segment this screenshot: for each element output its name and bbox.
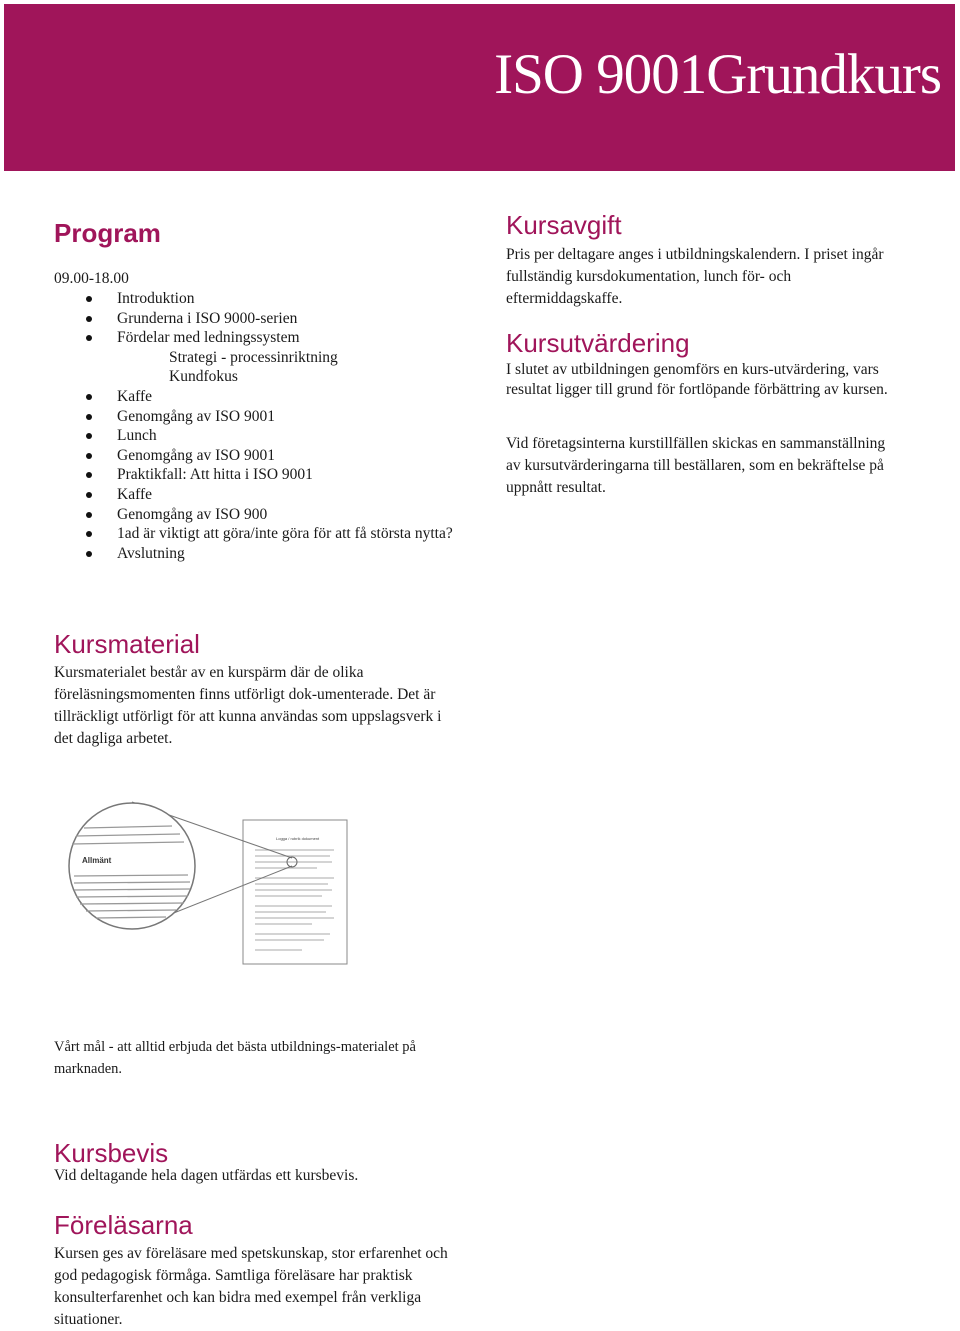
bullet-icon bbox=[86, 414, 92, 420]
program-item bbox=[86, 387, 486, 407]
kursmaterial-text: Kursmaterialet består av en kurspärm där de olika föreläsningsmomenten finns utförligt dok-umenterade. Det är tillräckligt utförligt för att kunna användas som uppslagsverk i det dagliga arbetet. bbox=[54, 664, 442, 747]
goal-statement: Vårt mål - att alltid erbjuda det bästa utbildnings-materialet på marknaden. bbox=[54, 1039, 416, 1077]
magnified-heading: Allmänt bbox=[82, 856, 112, 865]
kursavgift-text: Pris per deltagare anges i utbildningskalendern. I priset ingår fullständig kursdokumentation, lunch för- och eftermiddagskaffe. bbox=[506, 246, 884, 307]
course-binder-illustration bbox=[62, 800, 362, 980]
forelasarna-text: Kursen ges av föreläsare med spetskunskap, stor erfarenhet och god pedagogisk förmåga. Samtliga föreläsare har praktisk konsulterfarenhet och kan bidra med exempel från verkliga situationer. bbox=[54, 1245, 448, 1328]
program-subitem bbox=[86, 348, 486, 368]
program-heading: Program bbox=[54, 218, 161, 248]
header-banner bbox=[4, 4, 955, 171]
program-item-text: Genomgång av ISO 900 bbox=[117, 505, 268, 523]
program-item-text: Genomgång av ISO 9001 bbox=[117, 407, 275, 425]
program-item-text: Fördelar med ledningssystem bbox=[117, 329, 300, 347]
program-item-text: Kundfokus bbox=[169, 368, 238, 386]
bullet-icon bbox=[86, 531, 92, 537]
program-item bbox=[86, 289, 486, 309]
program-item-text: Lunch bbox=[117, 427, 157, 445]
bullet-icon bbox=[86, 296, 92, 302]
program-item bbox=[86, 505, 486, 525]
program-item bbox=[86, 309, 486, 329]
program-item bbox=[86, 328, 486, 348]
bullet-icon bbox=[86, 433, 92, 439]
program-item-text: Praktikfall: Att hitta i ISO 9001 bbox=[117, 466, 313, 484]
program-item bbox=[86, 544, 486, 564]
bullet-icon bbox=[86, 316, 92, 322]
kursavgift-heading: Kursavgift bbox=[506, 210, 622, 240]
program-item-text: Kaffe bbox=[117, 387, 152, 405]
program-time: 09.00-18.00 bbox=[54, 270, 129, 287]
program-item bbox=[86, 485, 486, 505]
program-item bbox=[86, 426, 486, 446]
program-item-text: Avslutning bbox=[117, 544, 185, 562]
bullet-icon bbox=[86, 512, 92, 518]
program-item bbox=[86, 446, 486, 466]
bullet-icon bbox=[86, 492, 92, 498]
kursbevis-text: Vid deltagande hela dagen utfärdas ett kursbevis. bbox=[54, 1167, 359, 1184]
kursutvardering-text: I slutet av utbildningen genomförs en kurs-utvärdering, vars resultat ligger till grund för fortlöpande förbättring av kursen. bbox=[506, 361, 888, 398]
bullet-icon bbox=[86, 472, 92, 478]
document-title: ISO 9001Grundkurs bbox=[494, 43, 941, 106]
bullet-icon bbox=[86, 335, 92, 341]
kursutvardering-internal-text: Vid företagsinterna kurstillfällen skickas en sammanställning av kursutvärderingarna till beställaren, som en bekräftelse på uppnått resultat. bbox=[506, 435, 886, 496]
document-page-heading: Logga / rubrik dokument bbox=[276, 836, 320, 841]
program-item-text: Kaffe bbox=[117, 485, 152, 503]
program-item bbox=[86, 524, 486, 544]
document-page bbox=[243, 820, 347, 964]
program-list bbox=[86, 289, 486, 563]
kursutvardering-heading: Kursutvärdering bbox=[506, 328, 690, 358]
kursmaterial-heading: Kursmaterial bbox=[54, 629, 200, 659]
program-item-text: Grunderna i ISO 9000-serien bbox=[117, 309, 298, 327]
program-item bbox=[86, 465, 486, 485]
bullet-icon bbox=[86, 394, 92, 400]
program-item-text: Introduktion bbox=[117, 290, 195, 307]
program-item-text: 1ad är viktigt att göra/inte göra för att få största nytta? bbox=[117, 525, 453, 543]
program-item-text: Strategi - processinriktning bbox=[169, 348, 338, 366]
forelasarna-heading: Föreläsarna bbox=[54, 1210, 193, 1240]
program-item bbox=[86, 407, 486, 427]
bullet-icon bbox=[86, 453, 92, 459]
program-subitem bbox=[86, 367, 486, 387]
magnified-document-image bbox=[62, 800, 362, 980]
program-item-text: Genomgång av ISO 9001 bbox=[117, 446, 275, 464]
bullet-icon bbox=[86, 551, 92, 557]
kursbevis-heading: Kursbevis bbox=[54, 1138, 169, 1168]
